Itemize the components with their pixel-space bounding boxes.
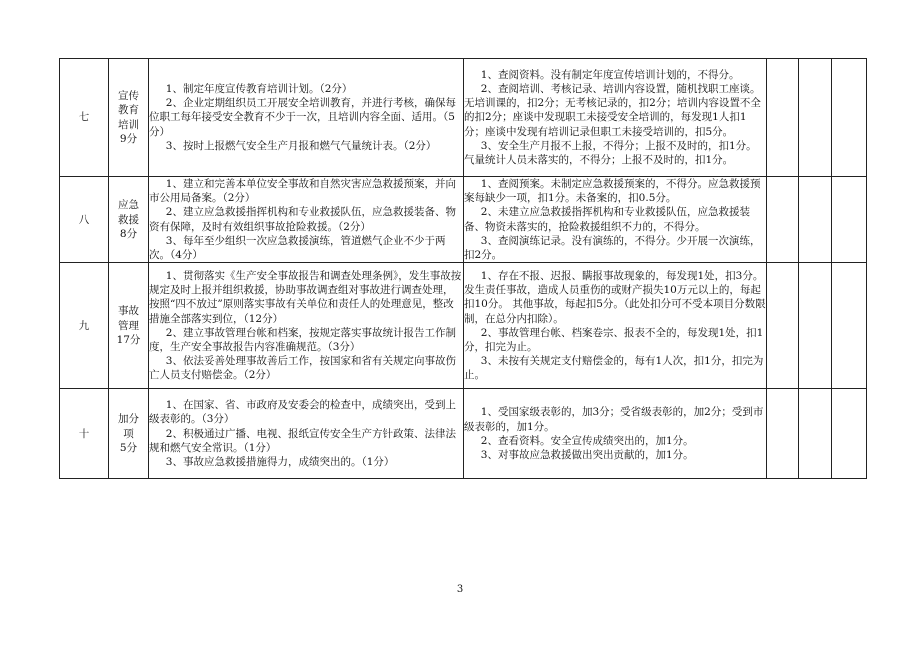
assessment-content (149, 389, 464, 479)
blank-cell (799, 389, 832, 479)
item-line: 加分 (118, 413, 139, 426)
page-number: 3 (456, 584, 464, 595)
blank-cell (832, 263, 867, 389)
content-clause: 1、制定年度宣传教育培训计划。（2分） (165, 82, 353, 95)
blank-cell (767, 177, 799, 263)
item-line: 宣传 (118, 90, 139, 103)
scoring-rule: 1、查阅资料。没有制定年度宣传培训计划的，不得分。 (480, 68, 740, 81)
scoring-rules (464, 389, 767, 479)
scoring-rules (464, 263, 767, 389)
scoring-rules (464, 177, 767, 263)
scoring-rule: 3、未按有关规定支付赔偿金的，每有1人次，扣1分，扣完为止。 (464, 355, 764, 382)
scoring-rule: 1、受国家级表彰的，加3分；受省级表彰的，加2分；受到市级表彰的，加1分。 (464, 406, 764, 433)
content-clause: 3、事故应急救援措施得力，成绩突出的。（1分） (165, 456, 395, 469)
scoring-rule: 3、安全生产月报不上报，不得分；上报不及时的，扣1分。气量统计人员未落实的，不得分；上报不及时的，扣1分。 (464, 139, 757, 166)
row-number: 七 (60, 59, 109, 177)
scoring-rule: 2、查看资料。安全宣传成绩突出的，加1分。 (480, 434, 694, 447)
item-name (109, 263, 149, 389)
item-line: 应急 (118, 199, 139, 212)
scoring-rule: 2、查阅培训、考核记录、培训内容设置，随机找职工座谈。无培训课的，扣2分；无考核记录的，扣2分；培训内容设置不全的扣2分；座谈中发现职工未接受安全培训的，每发现1人扣1分；座谈中发现有培训记录但职工未接受培训的，扣5分。 (464, 82, 761, 138)
assessment-content (149, 177, 464, 263)
table-row (60, 389, 867, 479)
table-row (60, 177, 867, 263)
content-clause: 2、企业定期组织员工开展安全培训教育，并进行考核，确保每位职工每年接受安全教育不少于一次，且培训内容全面、适用。（5分） (149, 97, 456, 138)
content-clause: 2、建立应急救援指挥机构和专业救援队伍，应急救援装备、物资有保障，及时有效组织事故抢险救援。（2分） (149, 206, 456, 233)
scoring-rule: 2、事故管理台帐、档案卷宗、报表不全的，每发现1处，扣1分，扣完为止。 (464, 326, 764, 353)
blank-cell (767, 389, 799, 479)
content-clause: 3、每年至少组织一次应急救援演练，管道燃气企业不少于两次。（4分） (149, 234, 446, 262)
blank-cell (799, 177, 832, 263)
blank-cell (832, 177, 867, 263)
assessment-content (149, 263, 464, 389)
content-clause: 3、按时上报燃气安全生产月报和燃气气量统计表。（2分） (165, 139, 437, 152)
item-line: 事故 (118, 305, 139, 318)
blank-cell (767, 263, 799, 389)
item-line: 救援 (118, 213, 139, 226)
table-row (60, 263, 867, 389)
item-name (109, 389, 149, 479)
content-clause: 1、建立和完善本单位安全事故和自然灾害应急救援预案，并向市公用局备案。（2分） (149, 178, 456, 205)
content-clause: 1、在国家、省、市政府及安委会的检查中，成绩突出，受到上级表彰的。（3分） (149, 399, 456, 426)
content-clause: 1、贯彻落实《生产安全事故报告和调查处理条例》，发生事故按规定及时上报并组织救援，协助事故调查组对事故进行调查处理，按照“四不放过”原则落实事故有关单位和责任人的处理意见，整改措施全部落实到位，（12分） (149, 269, 462, 325)
item-line: 培训 (118, 118, 139, 131)
blank-cell (799, 263, 832, 389)
item-name (109, 59, 149, 177)
assessment-content (149, 59, 464, 177)
item-score: 5分 (119, 441, 138, 454)
row-number: 八 (60, 177, 109, 263)
item-line: 项 (123, 427, 134, 440)
content-clause: 3、依法妥善处理事故善后工作，按国家和省有关规定向事故伤亡人员支付赔偿金。（2分） (149, 355, 456, 382)
scoring-rule: 3、查阅演练记录。没有演练的，不得分。少开展一次演练，扣2分。 (464, 234, 761, 262)
scoring-rule: 3、对事故应急救援做出突出贡献的，加1分。 (480, 448, 694, 461)
item-line: 管理 (118, 319, 139, 332)
scoring-rule: 2、未建立应急救援指挥机构和专业救援队伍，应急救援装备、物资未落实的，抢险救援组织不力的，不得分。 (464, 206, 750, 233)
scoring-rules (464, 59, 767, 177)
content-clause: 2、积极通过广播、电视、报纸宣传安全生产方针政策、法律法规和燃气安全常识。（1分） (149, 427, 456, 454)
scoring-rule: 1、存在不报、迟报、瞒报事故现象的，每发现1处，扣3分。发生责任事故，造成人员重伤的或财产损失10万元以上的，每起扣10分。 其他事故，每起扣5分。（此处扣分可不受本项目分数限制，在总分内扣除）。 (464, 269, 766, 325)
item-score: 8分 (119, 227, 138, 240)
scoring-rule: 1、查阅预案。未制定应急救援预案的，不得分。应急救援预案每缺少一项，扣1分。未备案的，扣0.5分。 (464, 178, 761, 205)
item-line: 教育 (118, 104, 139, 117)
blank-cell (832, 59, 867, 177)
blank-cell (832, 389, 867, 479)
item-score: 9分 (119, 132, 138, 145)
blank-cell (767, 59, 799, 177)
blank-cell (799, 59, 832, 177)
content-clause: 2、建立事故管理台帐和档案，按规定落实事故统计报告工作制度，生产安全事故报告内容准确规范。（3分） (149, 326, 456, 353)
item-name (109, 177, 149, 263)
item-score: 17分 (116, 333, 141, 346)
table-row (60, 59, 867, 177)
row-number: 九 (60, 263, 109, 389)
assessment-table (59, 58, 867, 479)
row-number: 十 (60, 389, 109, 479)
